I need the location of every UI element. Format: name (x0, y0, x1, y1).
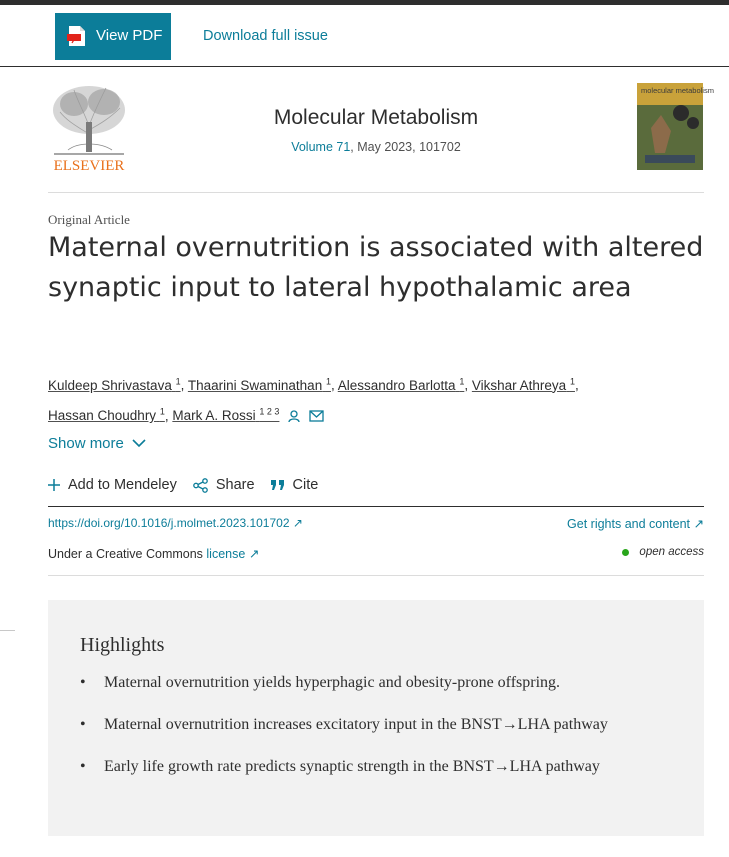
download-full-issue-link[interactable]: Download full issue (203, 28, 328, 44)
external-link-icon: ↗ (693, 517, 704, 531)
cite-label: Cite (292, 477, 319, 493)
header-divider (48, 192, 704, 193)
chevron-down-icon (132, 439, 146, 448)
journal-issue-info (48, 140, 704, 154)
share-icon (193, 478, 208, 493)
open-access-label: open access (639, 546, 704, 558)
toolbar (0, 5, 729, 66)
show-more-button[interactable] (48, 435, 146, 452)
open-access-dot-icon (622, 549, 629, 556)
license-info: Under a Creative Commons license ↗ (48, 547, 260, 561)
doi-link[interactable]: https://doi.org/10.1016/j.molmet.2023.101702 ↗ (48, 516, 303, 530)
svg-text:ELSEVIER: ELSEVIER (53, 158, 125, 174)
highlights-panel (48, 600, 704, 836)
volume-link[interactable]: Volume 71 (291, 140, 351, 154)
add-to-mendeley-button[interactable] (48, 477, 177, 493)
article-title: Maternal overnutrition is associated with altered synaptic input to lateral hypothalamic area (48, 232, 704, 303)
author-link[interactable]: Thaarini Swaminathan $^1$ (187, 376, 331, 393)
view-pdf-label: View PDF (96, 27, 163, 44)
highlight-item: • Maternal overnutrition increases excitatory input in the BNST→LHA pathway (80, 714, 690, 756)
author-link[interactable]: Vikshar Athreya $^1$ (471, 376, 575, 393)
quote-icon (271, 480, 285, 491)
open-access-badge (622, 546, 704, 558)
left-edge-divider (0, 630, 15, 631)
author-list: Kuldeep Shrivastava $^1$, Thaarini Swaminathan $^1$, Alessandro Barlotta $^1$, Vikshar Athreya $^1$, Hassan Choudhry $^1$, Mark A. Rossi $^{1 2 3}$ (48, 376, 579, 423)
author-link[interactable]: Alessandro Barlotta $^1$ (337, 376, 465, 393)
issue-details: , May 2023, 101702 (350, 140, 461, 154)
view-pdf-button[interactable] (55, 13, 171, 60)
bullet: • (80, 674, 86, 691)
cite-button[interactable] (271, 477, 319, 493)
journal-header (48, 82, 714, 192)
highlights-list (80, 672, 690, 798)
email-icon[interactable] (309, 410, 324, 422)
highlights-title: Highlights (80, 634, 165, 656)
bullet: • (80, 716, 86, 733)
share-button[interactable] (193, 477, 255, 493)
show-more-label: Show more (48, 435, 124, 452)
bullet: • (80, 758, 86, 775)
license-link[interactable]: license ↗ (206, 547, 260, 561)
actions-divider (48, 506, 704, 507)
author-link[interactable]: Hassan Choudhry $^1$ (48, 406, 165, 423)
meta-divider (48, 575, 704, 576)
mendeley-label: Add to Mendeley (68, 477, 177, 493)
author-link[interactable]: Kuldeep Shrivastava $^1$ (48, 376, 181, 393)
external-link-icon: ↗ (292, 516, 303, 530)
share-label: Share (215, 477, 255, 493)
pdf-icon (67, 25, 87, 47)
journal-cover-image[interactable] (637, 83, 714, 170)
article-actions (48, 474, 334, 496)
highlight-item: • Early life growth rate predicts synaptic strength in the BNST→LHA pathway (80, 756, 690, 798)
author-link[interactable]: Mark A. Rossi $^{1 2 3}$ (172, 406, 280, 423)
svg-text:molecular metabolism: molecular metabolism (641, 86, 714, 95)
journal-title[interactable]: Molecular Metabolism (273, 106, 479, 129)
get-rights-link[interactable]: Get rights and content ↗ (567, 517, 704, 531)
person-icon[interactable] (287, 409, 301, 423)
toolbar-divider (0, 66, 729, 67)
external-link-icon: ↗ (248, 547, 260, 561)
plus-icon (48, 479, 60, 491)
highlight-item: • Maternal overnutrition yields hyperphagic and obesity-prone offspring. (80, 672, 690, 714)
article-type: Original Article (48, 212, 130, 227)
